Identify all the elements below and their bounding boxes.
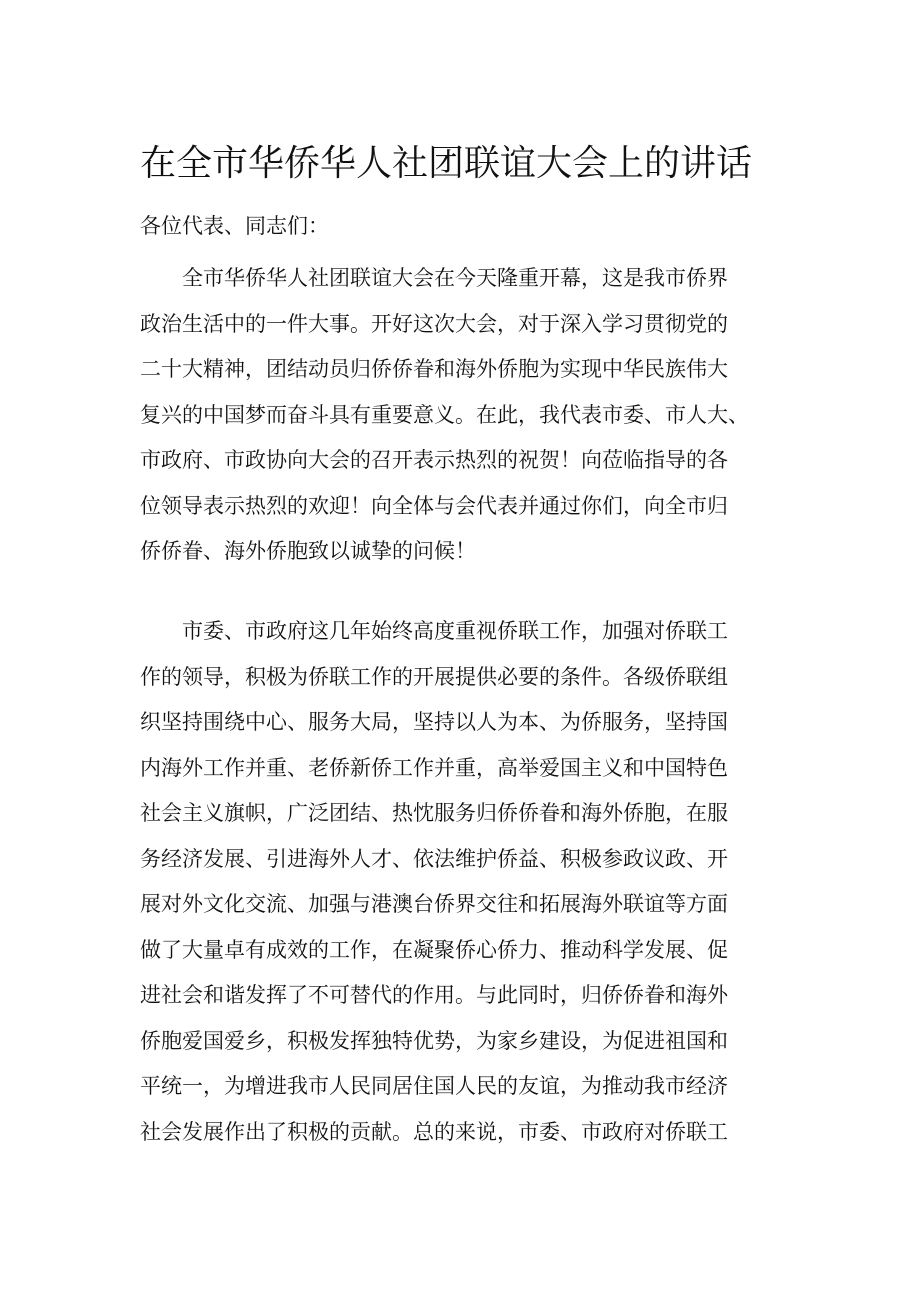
paragraph-line: 织坚持围绕中心、服务大局，坚持以人为本、为侨服务，坚持国 [140, 710, 728, 734]
paragraph-line: 社会发展作出了积极的贡献。总的来说，市委、市政府对侨联工 [140, 1119, 728, 1144]
paragraph-line: 展对外文化交流、加强与港澳台侨界交往和拓展海外联谊等方面 [140, 892, 728, 916]
paragraph-line: 侨胞爱国爱乡，积极发挥独特优势，为家乡建设，为促进祖国和 [140, 1028, 728, 1053]
paragraph-line: 平统一，为增进我市人民同居住国人民的友谊，为推动我市经济 [140, 1074, 728, 1098]
paragraph-line: 二十大精神，团结动员归侨侨眷和海外侨胞为实现中华民族伟大 [140, 357, 728, 381]
paragraph-line: 侨侨眷、海外侨胞致以诚挚的问候！ [140, 539, 476, 563]
paragraph-line: 社会主义旗帜，广泛团结、热忱服务归侨侨眷和海外侨胞，在服 [140, 801, 728, 825]
paragraph-line: 市政府、市政协向大会的召开表示热烈的祝贺！向莅临指导的各 [140, 448, 728, 472]
paragraph-line: 作的领导，积极为侨联工作的开展提供必要的条件。各级侨联组 [140, 664, 728, 689]
paragraph-line: 内海外工作并重、老侨新侨工作并重，高举爱国主义和中国特色 [140, 755, 728, 780]
paragraph-line: 位领导表示热烈的欢迎！向全体与会代表并通过你们，向全市归 [140, 493, 728, 518]
paragraph-line: 复兴的中国梦而奋斗具有重要意义。在此，我代表市委、市人大、 [140, 402, 749, 427]
salutation: 各位代表、同志们： [140, 214, 329, 238]
paragraph-line: 全市华侨华人社团联谊大会在今天隆重开幕，这是我市侨界 [182, 266, 728, 290]
document-title: 在全市华侨华人社团联谊大会上的讲话 [140, 143, 753, 184]
paragraph-line: 市委、市政府这几年始终高度重视侨联工作，加强对侨联工 [182, 619, 728, 643]
paragraph-line: 进社会和谐发挥了不可替代的作用。与此同时，归侨侨眷和海外 [140, 983, 728, 1007]
paragraph-line: 做了大量卓有成效的工作，在凝聚侨心侨力、推动科学发展、促 [140, 937, 728, 962]
paragraph-2 [140, 609, 790, 1155]
paragraph-1 [140, 256, 790, 575]
paragraph-line: 务经济发展、引进海外人才、依法维护侨益、积极参政议政、开 [140, 846, 728, 871]
paragraph-line: 政治生活中的一件大事。开好这次大会，对于深入学习贯彻党的 [140, 311, 728, 336]
